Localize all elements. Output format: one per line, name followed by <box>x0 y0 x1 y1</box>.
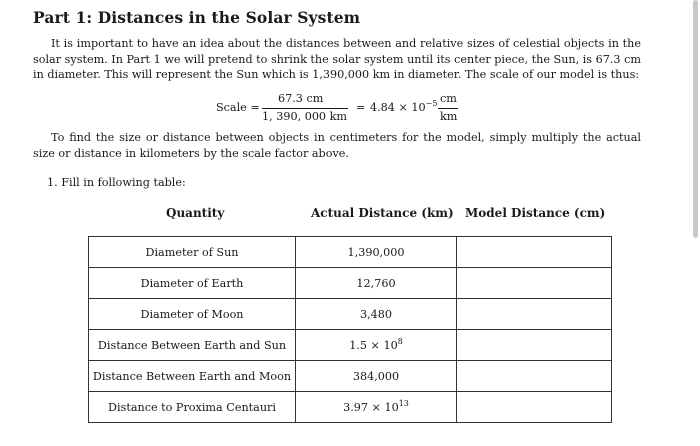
header-quantity: Quantity <box>166 206 225 220</box>
intro-paragraph: It is important to have an idea about the distances between and relative sizes of celestial objects in the solar system. In Part 1 we will pretend to shrink the solar system until its center piece, the Sun, is 67.3 cm in diameter. This will represent the Sun which is 1,390,000 km in diameter. The scale of our model is thus: <box>33 37 641 81</box>
header-actual-distance: Actual Distance (km) <box>311 206 454 220</box>
unit-fraction-bar <box>438 108 458 109</box>
table-row <box>89 299 612 330</box>
formula-value: $4.84 \times 10^{-5}$ <box>370 99 438 114</box>
table-row <box>89 237 612 268</box>
quantity-cell: Distance Between Earth and Moon <box>89 361 296 392</box>
quantity-cell: Distance to Proxima Centauri <box>89 392 296 423</box>
model-input-cell[interactable] <box>457 237 612 268</box>
formula-unit-denominator: km <box>440 110 458 123</box>
formula-numerator: 67.3 cm <box>278 92 324 105</box>
formula-lhs: Scale = <box>216 101 260 114</box>
scrollbar[interactable] <box>693 0 698 238</box>
actual-cell: $1.5 \times 10^8$ <box>296 330 457 361</box>
table-row <box>89 392 612 423</box>
quantity-cell: Diameter of Sun <box>89 237 296 268</box>
page-title: Part 1: Distances in the Solar System <box>33 8 361 27</box>
actual-cell: $3.97 \times 10^{13}$ <box>296 392 457 423</box>
actual-cell: 3,480 <box>296 299 457 330</box>
actual-cell: 384,000 <box>296 361 457 392</box>
model-input-cell[interactable] <box>457 268 612 299</box>
quantity-cell: Diameter of Moon <box>89 299 296 330</box>
formula-equals: = <box>356 101 366 114</box>
table-row <box>89 361 612 392</box>
model-input-cell[interactable] <box>457 299 612 330</box>
header-model-distance: Model Distance (cm) <box>465 206 606 220</box>
instruction-paragraph: To find the size or distance between objects in centimeters for the model, simply multiply the actual size or distance in kilometers by the scale factor above. <box>33 131 641 160</box>
question-label: 1. Fill in following table: <box>47 176 186 189</box>
actual-cell: 12,760 <box>296 268 457 299</box>
formula-denominator: 1, 390, 000 km <box>262 110 347 123</box>
actual-cell: 1,390,000 <box>296 237 457 268</box>
model-input-cell[interactable] <box>457 361 612 392</box>
fraction-bar <box>262 108 348 109</box>
model-input-cell[interactable] <box>457 330 612 361</box>
quantity-cell: Distance Between Earth and Sun <box>89 330 296 361</box>
table-row <box>89 330 612 361</box>
quantity-cell: Diameter of Earth <box>89 268 296 299</box>
table-row <box>89 268 612 299</box>
distance-table <box>88 236 612 423</box>
formula-unit-numerator: cm <box>440 92 457 105</box>
model-input-cell[interactable] <box>457 392 612 423</box>
